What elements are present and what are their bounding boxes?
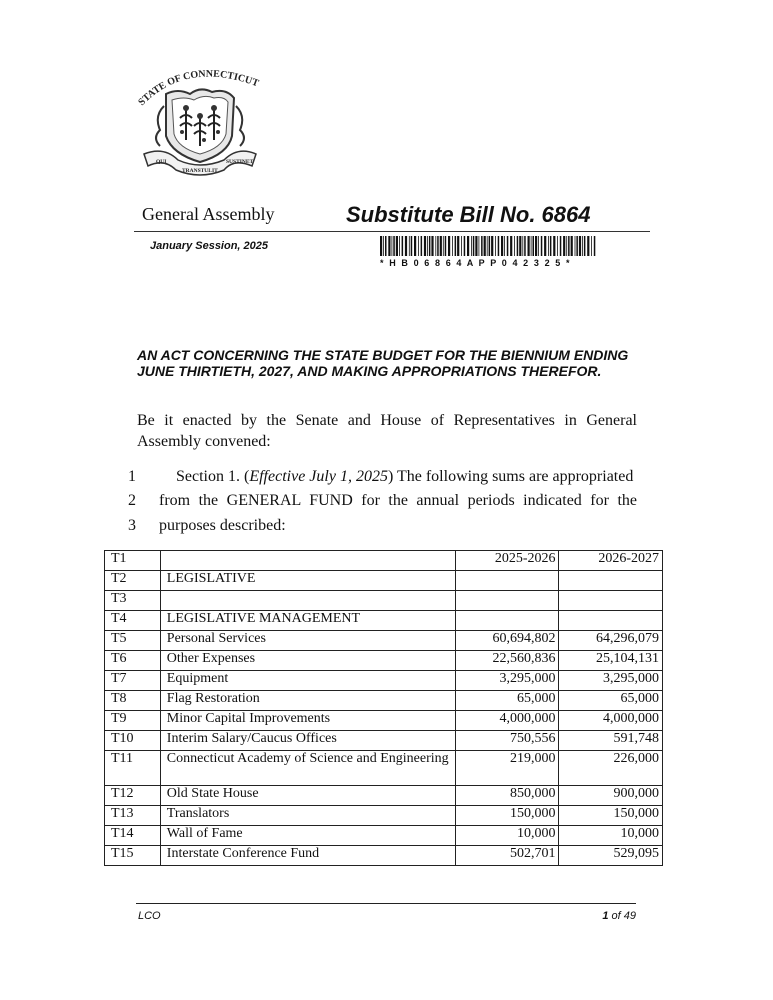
line-number: 2: [128, 492, 136, 509]
table-row: [105, 806, 663, 826]
footer-divider: [136, 903, 636, 904]
row-amount-2025-2026: 10,000: [456, 826, 559, 846]
connecticut-seal-icon: [134, 66, 260, 178]
barcode-caption: * H B 0 6 8 6 4 A P P 0 4 2 3 2 5 *: [380, 258, 572, 268]
row-amount-2026-2027: 65,000: [559, 691, 663, 711]
row-amount-2025-2026: [456, 571, 559, 591]
row-amount-2025-2026: [456, 611, 559, 631]
row-description: Wall of Fame: [160, 826, 455, 846]
row-amount-2026-2027: 4,000,000: [559, 711, 663, 731]
row-description: LEGISLATIVE: [160, 571, 455, 591]
table-row: [105, 671, 663, 691]
row-amount-2026-2027: 150,000: [559, 806, 663, 826]
svg-text:SUSTINET: SUSTINET: [226, 159, 254, 165]
row-code: T12: [105, 786, 161, 806]
barcode: [380, 236, 598, 256]
row-amount-2025-2026: 3,295,000: [456, 671, 559, 691]
row-code: T9: [105, 711, 161, 731]
table-row: [105, 826, 663, 846]
row-description: Minor Capital Improvements: [160, 711, 455, 731]
row-amount-2025-2026: 60,694,802: [456, 631, 559, 651]
row-code: T4: [105, 611, 161, 631]
row-amount-2026-2027: [559, 611, 663, 631]
row-amount-2026-2027: 226,000: [559, 751, 663, 786]
row-description: Interim Salary/Caucus Offices: [160, 731, 455, 751]
row-amount-2025-2026: 22,560,836: [456, 651, 559, 671]
row-amount-2025-2026: 850,000: [456, 786, 559, 806]
line-number: 1: [128, 468, 136, 485]
body-line-3: purposes described:: [159, 517, 286, 534]
row-code: T1: [105, 551, 161, 571]
table-row: [105, 711, 663, 731]
section-text: ) The following sums are appropriated: [387, 468, 634, 485]
row-description: Personal Services: [160, 631, 455, 651]
row-amount-2026-2027: 10,000: [559, 826, 663, 846]
section-prefix: Section 1. (: [176, 468, 250, 485]
page-number: [580, 910, 636, 922]
row-description: Connecticut Academy of Science and Engineering: [160, 751, 455, 786]
table-row: [105, 751, 663, 786]
line-number: 3: [128, 517, 136, 534]
row-amount-2026-2027: 3,295,000: [559, 671, 663, 691]
row-amount-2025-2026: 150,000: [456, 806, 559, 826]
row-amount-2026-2027: [559, 591, 663, 611]
row-amount-2026-2027: 2026-2027: [559, 551, 663, 571]
row-amount-2025-2026: 4,000,000: [456, 711, 559, 731]
effective-date: Effective July 1, 2025: [249, 468, 388, 485]
body-line-2: from the GENERAL FUND for the annual periods indicated for the: [159, 492, 637, 509]
row-amount-2026-2027: 64,296,079: [559, 631, 663, 651]
row-description: Other Expenses: [160, 651, 455, 671]
row-code: T14: [105, 826, 161, 846]
header-divider: [134, 231, 650, 232]
table-row: [105, 691, 663, 711]
footer-lco: LCO: [138, 910, 161, 922]
page-current: 1: [602, 910, 609, 922]
table-row: [105, 551, 663, 571]
svg-text:QUI: QUI: [156, 159, 167, 165]
page-total: of 49: [608, 910, 636, 922]
row-description: Translators: [160, 806, 455, 826]
row-amount-2026-2027: 900,000: [559, 786, 663, 806]
act-title: AN ACT CONCERNING THE STATE BUDGET FOR THE BIENNIUM ENDING JUNE THIRTIETH, 2027, AND MAKING APPROPRIATIONS THEREFOR.: [137, 347, 629, 379]
row-amount-2026-2027: 529,095: [559, 846, 663, 866]
svg-text:TRANSTULIT: TRANSTULIT: [182, 168, 218, 174]
row-amount-2025-2026: 2025-2026: [456, 551, 559, 571]
row-code: T5: [105, 631, 161, 651]
row-description: Interstate Conference Fund: [160, 846, 455, 866]
table-row: [105, 631, 663, 651]
row-amount-2025-2026: [456, 591, 559, 611]
row-amount-2025-2026: 502,701: [456, 846, 559, 866]
row-amount-2025-2026: 219,000: [456, 751, 559, 786]
row-code: T10: [105, 731, 161, 751]
table-row: [105, 846, 663, 866]
state-seal-logo: [134, 66, 260, 178]
session-label: January Session, 2025: [150, 240, 269, 252]
row-code: T11: [105, 751, 161, 786]
table-row: [105, 591, 663, 611]
table-row: [105, 651, 663, 671]
row-amount-2026-2027: 25,104,131: [559, 651, 663, 671]
row-code: T8: [105, 691, 161, 711]
row-amount-2025-2026: 65,000: [456, 691, 559, 711]
bill-title: Substitute Bill No. 6864: [346, 202, 591, 227]
row-description: Old State House: [160, 786, 455, 806]
row-code: T13: [105, 806, 161, 826]
row-code: T6: [105, 651, 161, 671]
table-row: [105, 786, 663, 806]
table-row: [105, 611, 663, 631]
table-row: [105, 731, 663, 751]
svg-text:STATE OF CONNECTICUT: STATE OF CONNECTICUT: [136, 68, 260, 109]
row-code: T2: [105, 571, 161, 591]
appropriations-table: [104, 550, 663, 866]
body-line-1: [159, 468, 637, 486]
row-amount-2026-2027: 591,748: [559, 731, 663, 751]
row-description: Equipment: [160, 671, 455, 691]
row-amount-2025-2026: 750,556: [456, 731, 559, 751]
appropriations-table-body: [105, 551, 663, 866]
enacting-clause: Be it enacted by the Senate and House of Representatives in General Assembly convened:: [137, 412, 637, 450]
row-description: LEGISLATIVE MANAGEMENT: [160, 611, 455, 631]
row-description: [160, 591, 455, 611]
row-description: Flag Restoration: [160, 691, 455, 711]
table-row: [105, 571, 663, 591]
row-code: T7: [105, 671, 161, 691]
general-assembly-label: General Assembly: [142, 204, 275, 224]
row-description: [160, 551, 455, 571]
row-code: T15: [105, 846, 161, 866]
row-amount-2026-2027: [559, 571, 663, 591]
row-code: T3: [105, 591, 161, 611]
